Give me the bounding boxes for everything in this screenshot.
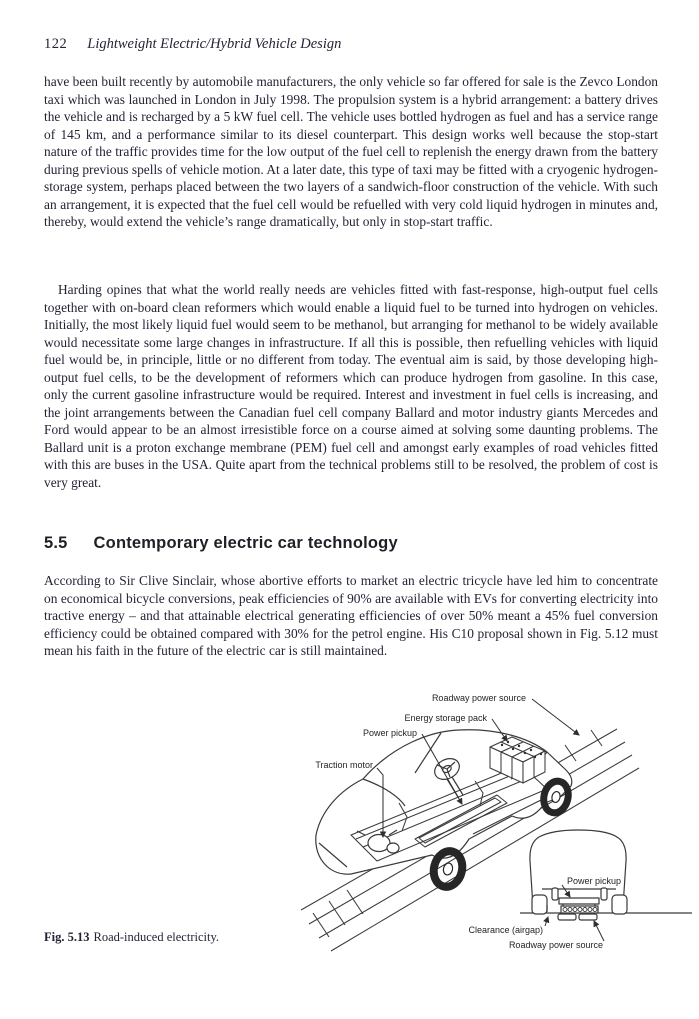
section-title: Contemporary electric car technology [93, 534, 398, 552]
figure-caption-text: Road-induced electricity. [93, 930, 220, 944]
label-clearance-airgap: Clearance (airgap) [468, 925, 543, 935]
roadway-unit-right [579, 914, 597, 920]
section-number: 5.5 [44, 534, 68, 552]
running-header [44, 36, 341, 53]
label-power-pickup: Power pickup [362, 728, 417, 738]
paragraph-sinclair: According to Sir Clive Sinclair, whose abortive efforts to market an electric tricycle have led him to concentrate on economical bicycle conversions, peak efficiencies of 90% are available with EVs for converting electricity into tractive energy – and that attainable electrical generating efficiencies of over 50% meant a 45% fuel conversion efficiency could be obtained compared with 30% for the petrol engine. His C10 proposal shown in Fig. 5.12 must mean his faith in the future of the electric car is still maintained. [44, 573, 658, 659]
section-heading [44, 534, 398, 553]
book-title: Lightweight Electric/Hybrid Vehicle Design [87, 36, 342, 52]
road-induced-electricity-diagram [299, 685, 699, 965]
roadway-unit-left [558, 914, 576, 920]
label-traction-motor: Traction motor [315, 760, 373, 770]
label-roadway-power-source-rear: Roadway power source [508, 940, 603, 950]
label-roadway-power-source: Roadway power source [431, 693, 526, 703]
power-pickup-bar [559, 898, 599, 904]
paragraph-harding-fuel-cells: Harding opines that what the world really needs are vehicles fitted with fast-response, high-output fuel cells together with on-board clean reformers which would enable a liquid fuel to be turned into hydrogen on vehicles. Initially, the most likely liquid fuel would seem to be methanol, but arranging for methanol to be widely available would necessitate some large changes in infrastructure. If all this is possible, then refuelling vehicles with liquid fuel would be, in principle, little or no different from today. The eventual aim is said, by those developing high-output fuel cells, to be the development of reformers which can produce hydrogen from gasoline. In this case, only the current gasoline infrastructure would be required. Interest and investment in fuel cells is increasing, and the joint arrangements between the Canadian fuel cell company Ballard and motor industry giants Mercedes and Ford would appear to be an almost irresistible force on a course aimed at solving some daunting problems. The Ballard unit is a proton exchange membrane (PEM) fuel cell and amongst early examples of road vehicles fitted with this are buses in the USA. Quite apart from the technical problems still to be resolved, the problem of cost is very great. [44, 282, 658, 491]
figure-caption-label: Fig. 5.13 [44, 930, 90, 944]
label-energy-storage-pack: Energy storage pack [404, 713, 487, 723]
paragraph-zevco-taxi: have been built recently by automobile manufacturers, the only vehicle so far offered for sale is the Zevco London taxi which was launched in London in July 1998. The propulsion system is a hybrid arrangement: a battery drives the vehicle and is recharged by a 5 kW fuel cell. The vehicle uses bottled hydrogen as fuel and has a service range of 145 km, and a performance similar to its diesel counterpart. This design works well because the stop-start nature of the traffic provides time for the low output of the fuel cell to replenish the energy drawn from the battery during previous spells of vehicle motion. At a later date, this type of taxi may be fitted with a cryogenic hydrogen-storage system, perhaps placed between the two layers of a sandwich-floor construction of the vehicle. With such an arrangement, it is expected that the fuel cell would be refuelled with very cold liquid hydrogen in minutes and, thereby, would extend the vehicle’s range dramatically, but only in stop-start traffic. [44, 74, 658, 230]
figure-caption [44, 930, 219, 945]
page-number: 122 [44, 36, 68, 52]
rear-view-inset [520, 830, 692, 920]
label-power-pickup-rear: Power pickup [567, 876, 622, 886]
figure-5-13 [299, 685, 699, 965]
